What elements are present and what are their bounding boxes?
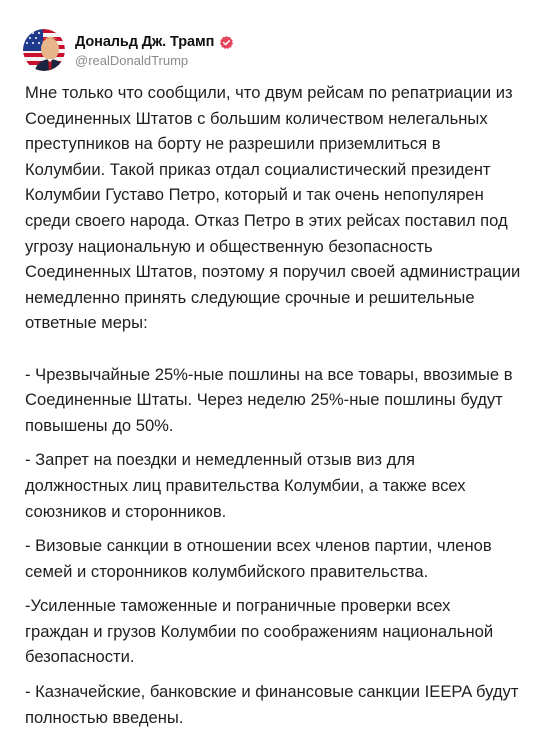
- measure-item-4: -Усиленные таможенные и пограничные проверки всех граждан и грузов Колумбии по соображениям национальной безопасности.: [25, 596, 494, 667]
- measure-item-2: - Запрет на поездки и немедленный отзыв виз для должностных лиц правительства Колумбии, а также всех союзников и сторонников.: [25, 450, 466, 521]
- author-display-name[interactable]: Дональд Дж. Трамп: [75, 34, 215, 50]
- post-body: [25, 80, 550, 739]
- measure-item-5: - Казначейские, банковские и финансовые санкции IEEPA будут полностью введены.: [25, 682, 519, 727]
- author-names: [75, 32, 234, 68]
- measure-item-1: - Чрезвычайные 25%-ные пошлины на все товары, ввозимые в Соединенные Штаты. Через неделю 25%-ные пошлины будут повышены до 50%.: [25, 364, 513, 435]
- author-handle[interactable]: @realDonaldTrump: [75, 53, 189, 68]
- avatar-flag-portrait-icon: [23, 29, 65, 71]
- measure-item-3: - Визовые санкции в отношении всех членов партии, членов семей и сторонников колумбийского правительства.: [25, 536, 492, 581]
- verified-badge-icon: [219, 35, 234, 50]
- name-row: [75, 32, 234, 52]
- post-paragraph: Мне только что сообщили, что двум рейсам по репатриации из Соединенных Штатов с большим количеством нелегальных преступников на борту не разрешили приземлиться в Колумбии. Такой приказ отдал социалистический президент Колумбии Густаво Петро, который и так очень непопулярен среди своего народа. Отказ Петро в этих рейсах поставил под угрозу национальную и общественную безопасность Соединенных Штатов, поэтому я поручил своей администрации немедленно принять следующие срочные и решительные ответные меры:: [25, 83, 521, 333]
- avatar[interactable]: [23, 29, 65, 71]
- post-header: [23, 28, 234, 72]
